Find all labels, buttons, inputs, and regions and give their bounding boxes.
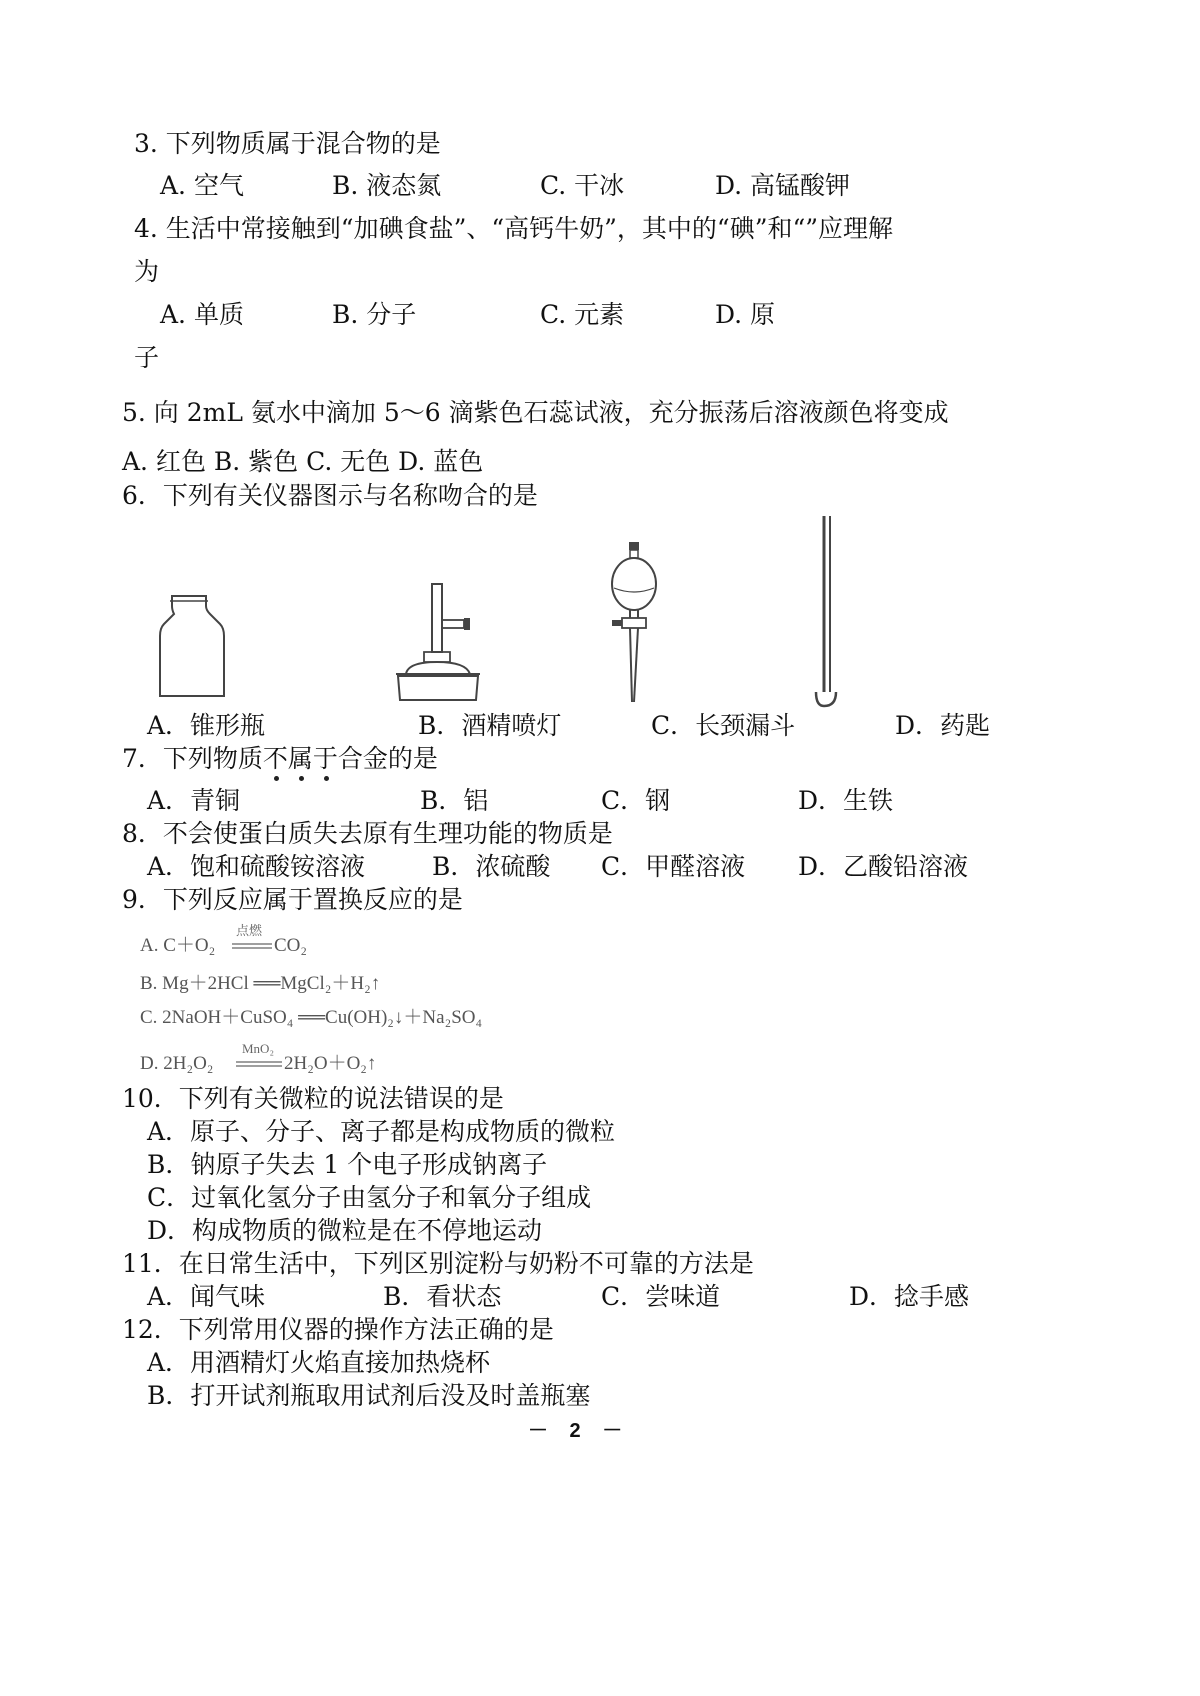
q7-option-d: D．生铁 bbox=[798, 786, 894, 815]
q4-option-c: C. 元素 bbox=[540, 300, 625, 329]
q12-option-b: B．打开试剂瓶取用试剂后没及时盖瓶塞 bbox=[147, 1381, 591, 1410]
q9-stem: 9．下列反应属于置换反应的是 bbox=[122, 885, 463, 914]
q8-option-d: D．乙酸铅溶液 bbox=[798, 852, 969, 881]
q6-option-a: A．锥形瓶 bbox=[147, 711, 266, 740]
bottle-figure bbox=[150, 592, 230, 704]
q3-stem: 3. 下列物质属于混合物的是 bbox=[134, 129, 441, 158]
q7-stem: 7．下列物质不属于合金的是 bbox=[122, 744, 438, 773]
emphasis-dot bbox=[324, 776, 329, 781]
page-number: － 2 － bbox=[528, 1420, 631, 1442]
q11-option-a: A．闻气味 bbox=[147, 1282, 266, 1311]
q10-stem: 10．下列有关微粒的说法错误的是 bbox=[122, 1084, 504, 1113]
q8-option-c: C．甲醛溶液 bbox=[601, 852, 746, 881]
reaction-equals-sign bbox=[236, 1060, 282, 1068]
q4-stem-cont: 为 bbox=[134, 257, 160, 286]
q9-option-b: B. Mg＋2HCl ══MgCl₂＋H₂↑ bbox=[140, 973, 381, 994]
q10-option-a: A．原子、分子、离子都是构成物质的微粒 bbox=[147, 1117, 616, 1146]
q9-option-a-products: CO₂ bbox=[274, 935, 308, 956]
emphasis-dot bbox=[274, 776, 279, 781]
separatory-funnel-figure bbox=[600, 540, 670, 712]
q10-option-b: B．钠原子失去 1 个电子形成钠离子 bbox=[147, 1150, 548, 1179]
q9-option-c: C. 2NaOH＋CuSO₄ ══Cu(OH)₂↓＋Na₂SO₄ bbox=[140, 1007, 483, 1028]
q4-option-b: B. 分子 bbox=[332, 300, 417, 329]
q9-option-d-products: 2H₂O＋O₂↑ bbox=[284, 1053, 377, 1074]
emphasis-dot bbox=[299, 776, 304, 781]
q10-option-d: D．构成物质的微粒是在不停地运动 bbox=[147, 1216, 543, 1245]
q12-option-a: A．用酒精灯火焰直接加热烧杯 bbox=[147, 1348, 491, 1377]
q6-stem: 6．下列有关仪器图示与名称吻合的是 bbox=[122, 481, 538, 510]
q5-options: A. 红色 B. 紫色 C. 无色 D. 蓝色 bbox=[122, 447, 484, 476]
q11-stem: 11．在日常生活中，下列区别淀粉与奶粉不可靠的方法是 bbox=[122, 1249, 754, 1278]
q8-option-b: B．浓硫酸 bbox=[432, 852, 551, 881]
q4-option-d-cont: 子 bbox=[134, 343, 160, 372]
q11-option-d: D．捻手感 bbox=[849, 1282, 970, 1311]
q9-option-d-condition: MnO₂ bbox=[242, 1041, 274, 1056]
q9-option-a-condition: 点燃 bbox=[236, 923, 263, 938]
q6-option-d: D．药匙 bbox=[895, 711, 991, 740]
q9-option-a-reactants: A. C＋O₂ bbox=[140, 935, 216, 956]
q8-stem: 8．不会使蛋白质失去原有生理功能的物质是 bbox=[122, 819, 613, 848]
q6-option-b: B．酒精喷灯 bbox=[418, 711, 562, 740]
q3-option-d: D. 高锰酸钾 bbox=[715, 171, 851, 200]
medicine-spoon-figure bbox=[806, 512, 846, 708]
q3-option-b: B. 液态氮 bbox=[332, 171, 442, 200]
q4-stem: 4. 生活中常接触到“加碘食盐”、“高钙牛奶”，其中的“碘”和“”应理解 bbox=[134, 214, 894, 243]
q3-option-a: A. 空气 bbox=[160, 171, 244, 200]
q5-stem: 5. 向 2mL 氨水中滴加 5〜6 滴紫色石蕊试液，充分振荡后溶液颜色将变成 bbox=[122, 398, 949, 427]
reaction-equals-sign bbox=[232, 942, 272, 950]
q4-option-d: D. 原 bbox=[715, 300, 776, 329]
q11-option-c: C．尝味道 bbox=[601, 1282, 721, 1311]
q4-option-a: A. 单质 bbox=[160, 300, 244, 329]
q10-option-c: C．过氧化氢分子由氢分子和氧分子组成 bbox=[147, 1183, 592, 1212]
q12-stem: 12．下列常用仪器的操作方法正确的是 bbox=[122, 1315, 554, 1344]
q6-option-c: C．长颈漏斗 bbox=[651, 711, 796, 740]
q11-option-b: B．看状态 bbox=[383, 1282, 502, 1311]
q7-option-c: C．钢 bbox=[601, 786, 671, 815]
q7-option-b: B．铝 bbox=[420, 786, 489, 815]
q9-option-d-reactants: D. 2H₂O₂ bbox=[140, 1053, 214, 1074]
alcohol-burner-figure bbox=[390, 578, 490, 708]
q8-option-a: A．饱和硫酸铵溶液 bbox=[147, 852, 366, 881]
q7-option-a: A．青铜 bbox=[147, 786, 241, 815]
q3-option-c: C. 干冰 bbox=[540, 171, 625, 200]
